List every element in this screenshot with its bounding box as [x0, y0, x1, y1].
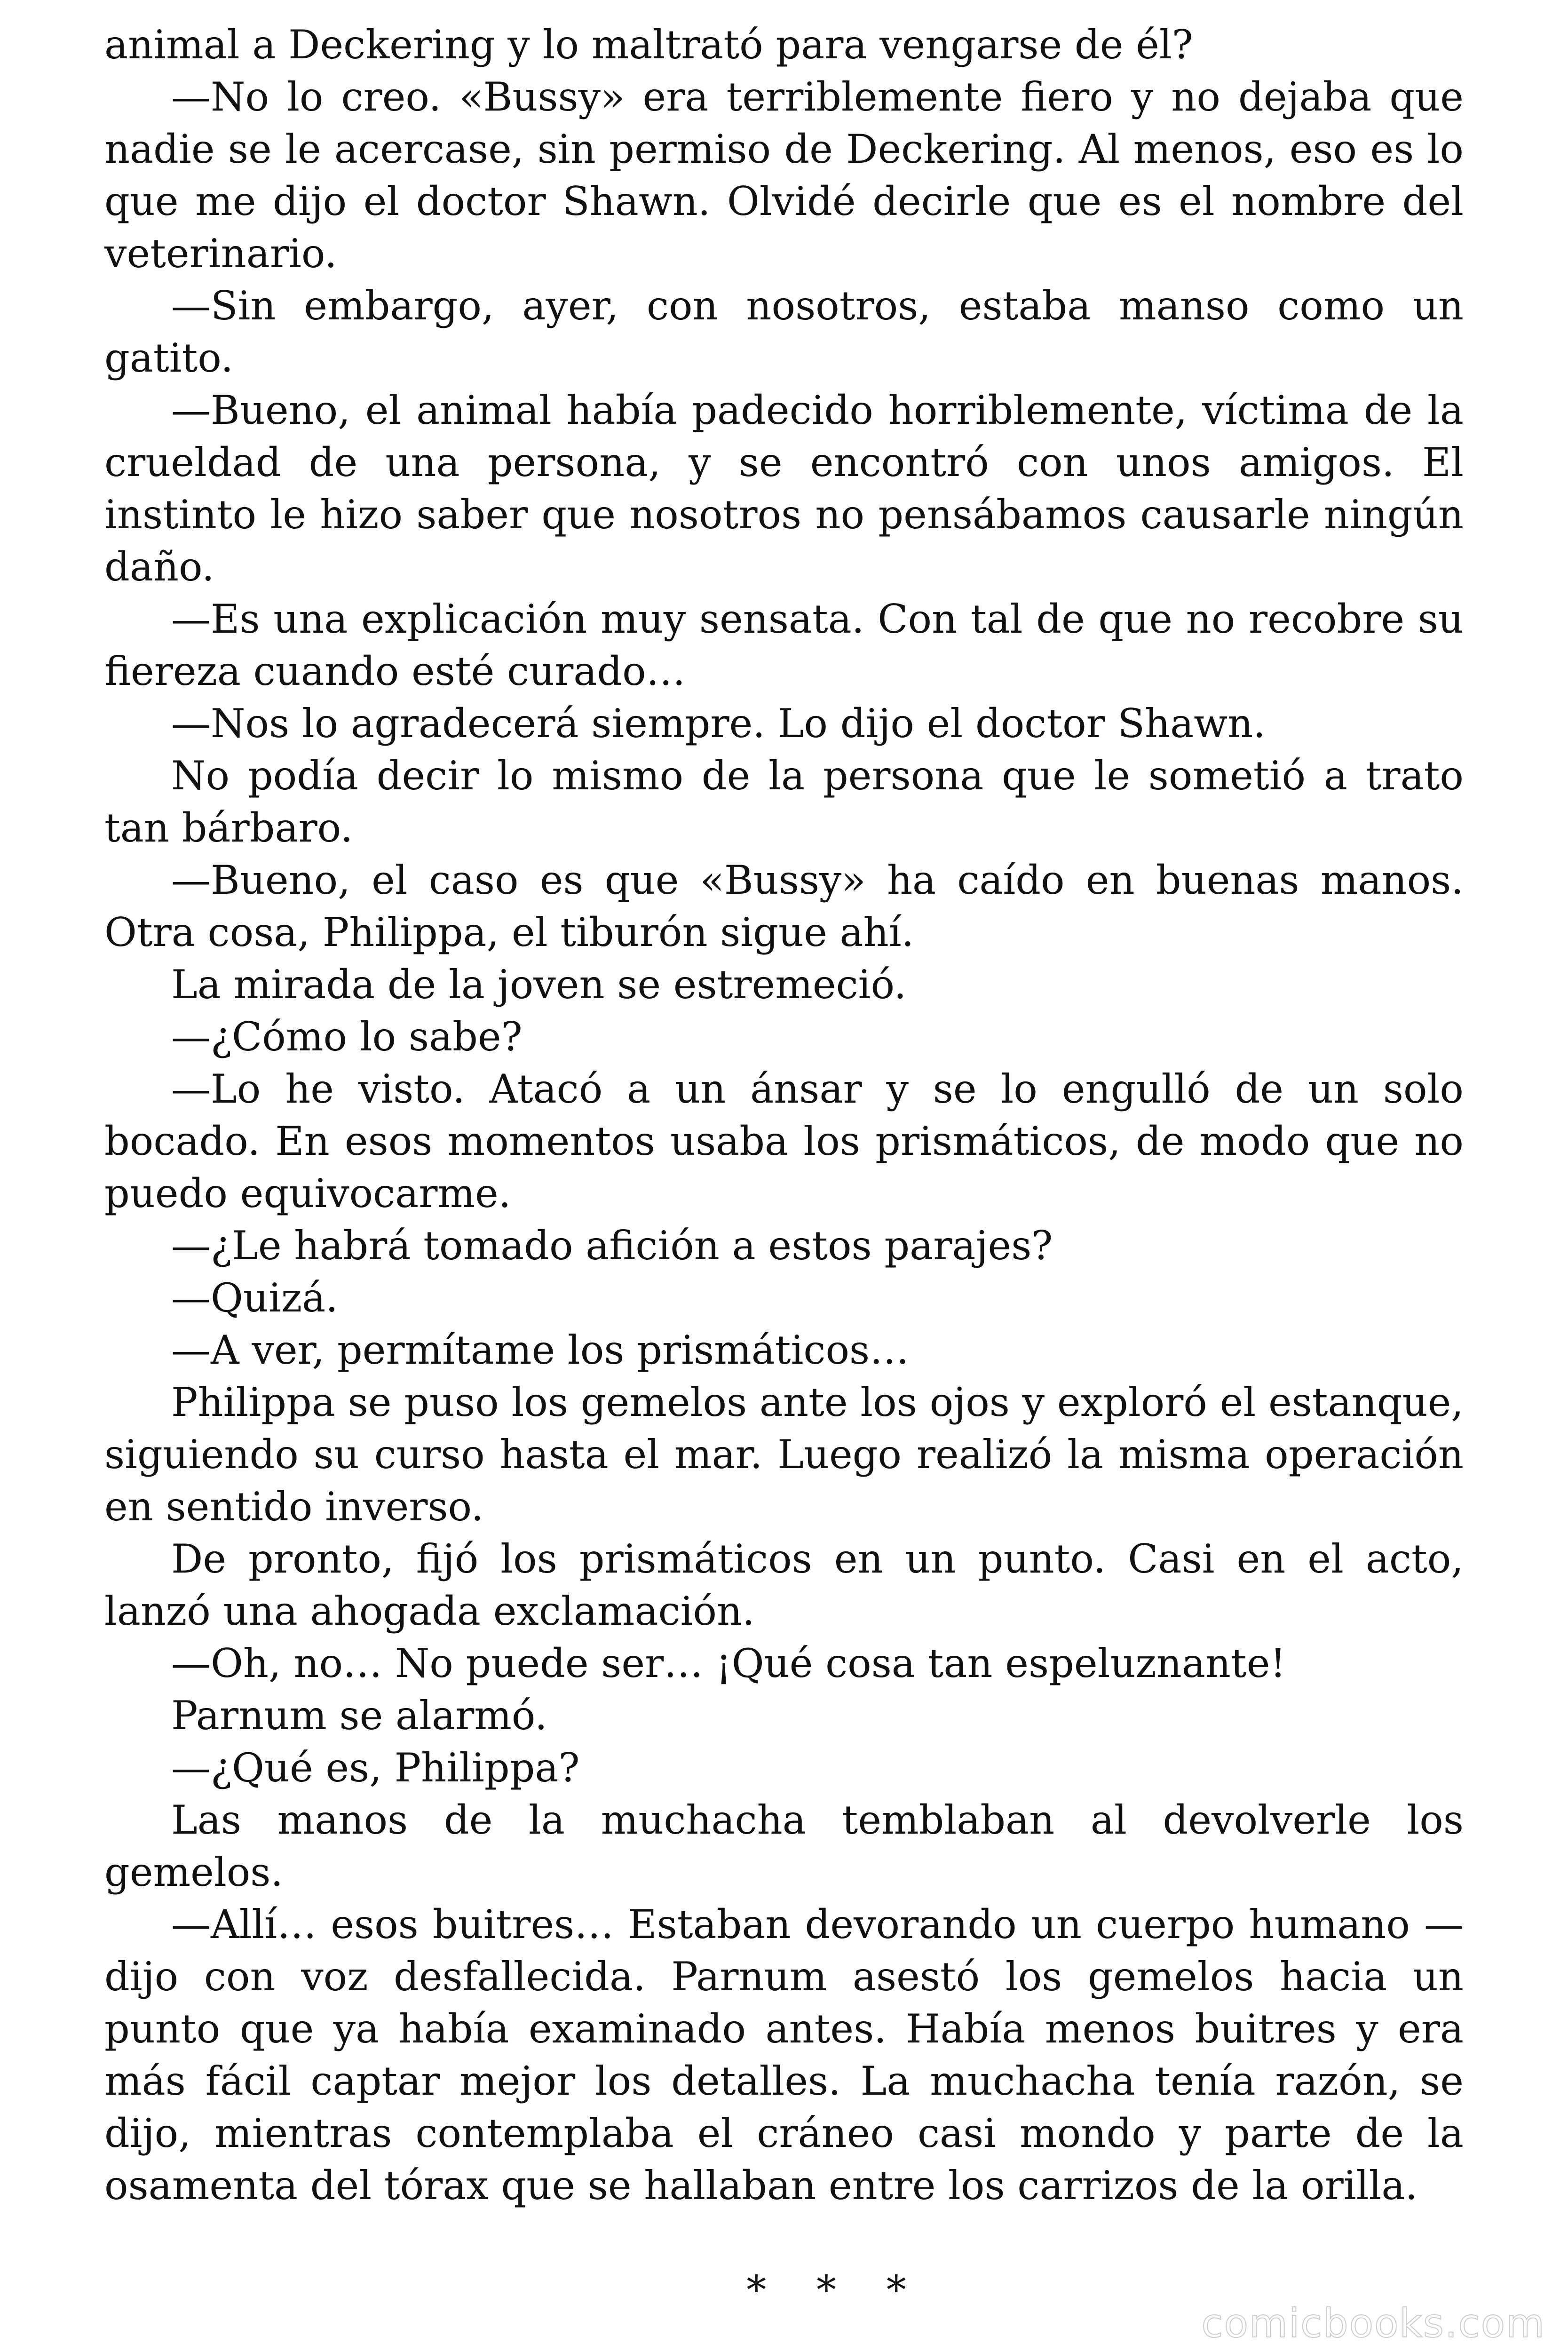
paragraph: —¿Le habrá tomado afición a estos parajes?	[171, 1223, 1053, 1269]
paragraph: Las manos de la muchacha temblaban al devolverle los gemelos.	[104, 1797, 1464, 1895]
paragraph: —¿Qué es, Philippa?	[171, 1745, 580, 1791]
paragraph: La mirada de la joven se estremeció.	[171, 961, 907, 1008]
paragraph: —Lo he visto. Atacó a un ánsar y se lo engulló de un solo bocado. En esos momentos usaba los prismáticos, de modo que no puedo equivocarme.	[104, 1066, 1464, 1216]
paragraph: animal a Deckering y lo maltrató para vengarse de él?	[104, 22, 1193, 68]
paragraph: —Es una explicación muy sensata. Con tal de que no recobre su fiereza cuando esté curado…	[104, 596, 1464, 694]
paragraph: —Bueno, el caso es que «Bussy» ha caído en buenas manos. Otra cosa, Philippa, el tiburón sigue ahí.	[104, 857, 1464, 955]
text-body	[104, 19, 1464, 2212]
paragraph: De pronto, fijó los prismáticos en un punto. Casi en el acto, lanzó una ahogada exclamación.	[104, 1536, 1464, 1634]
paragraph: —Nos lo agradecerá siempre. Lo dijo el doctor Shawn.	[171, 700, 1266, 747]
paragraph: Parnum se alarmó.	[171, 1692, 547, 1739]
paragraph: —Bueno, el animal había padecido horriblemente, víctima de la crueldad de una persona, y se encontró con unos amigos. El instinto le hizo saber que nosotros no pensábamos causarle ningún daño.	[104, 387, 1464, 590]
paragraph: —Sin embargo, ayer, con nosotros, estaba manso como un gatito.	[104, 283, 1464, 381]
paragraph: Philippa se puso los gemelos ante los ojos y exploró el estanque, siguiendo su curso hasta el mar. Luego realizó la misma operación en sentido inverso.	[104, 1379, 1464, 1530]
section-separator: * * *	[746, 2267, 925, 2313]
paragraph: —¿Cómo lo sabe?	[171, 1014, 523, 1060]
paragraph: —No lo creo. «Bussy» era terriblemente fiero y no dejaba que nadie se le acercase, sin permiso de Deckering. Al menos, eso es lo que me dijo el doctor Shawn. Olvidé decirle que es el nombre del veterinario.	[104, 74, 1464, 277]
paragraph: —Oh, no… No puede ser… ¡Qué cosa tan espeluznante!	[171, 1640, 1286, 1686]
paragraph: No podía decir lo mismo de la persona que le sometió a trato tan bárbaro.	[104, 753, 1464, 851]
paragraph: —A ver, permítame los prismáticos…	[171, 1327, 910, 1373]
watermark: comicbooks.com	[1201, 2300, 1545, 2346]
paragraph: —Allí… esos buitres… Estaban devorando un cuerpo humano —dijo con voz desfallecida. Parnum asestó los gemelos hacia un punto que ya había examinado antes. Había menos buitres y era más fácil captar mejor los detalles. La muchacha tenía razón, se dijo, mientras contemplaba el cráneo casi mondo y parte de la osamenta del tórax que se hallaban entre los carrizos de la orilla.	[104, 1901, 1464, 2209]
paragraph: —Quizá.	[171, 1275, 338, 1321]
page-body	[104, 19, 1464, 2352]
